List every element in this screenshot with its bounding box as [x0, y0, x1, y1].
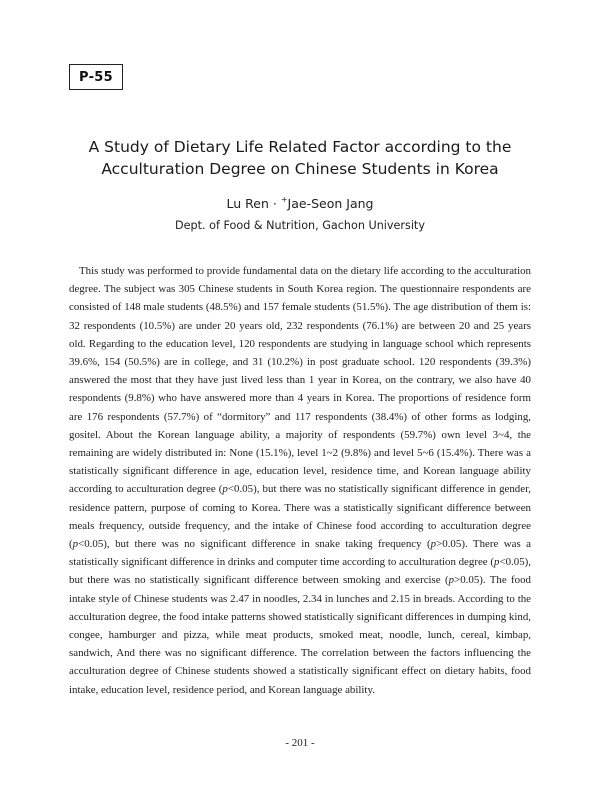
abstract-text-segment: >0.05). There was a statistically significant difference in drinks and computer time according to acculturation degree ( [69, 538, 531, 569]
abstract-body [69, 262, 531, 699]
abstract-text-segment: <0.05), but there was no statistically significant difference between smoking and exercise ( [69, 556, 532, 587]
poster-id-badge: P-55 [69, 64, 123, 90]
p-value-symbol: p [430, 538, 437, 551]
title-line-1: A Study of Dietary Life Related Factor according to the [88, 138, 512, 156]
abstract-text-segment: <0.05), but there was no significant difference in snake taking frequency ( [78, 538, 431, 551]
p-value-symbol: p [222, 483, 228, 496]
author-name-1: Lu Ren [226, 196, 269, 212]
corresponding-author-mark: + [280, 195, 288, 204]
page-number: - 201 - [285, 737, 315, 749]
p-value-symbol: p [448, 574, 455, 587]
title-line-2: Acculturation Degree on Chinese Students in Korea [101, 160, 499, 178]
affiliation: Dept. of Food & Nutrition, Gachon University [175, 219, 425, 232]
author-separator: · [268, 196, 281, 212]
p-value-symbol: p [72, 538, 79, 551]
abstract-text-segment: This study was performed to provide fundamental data on the dietary life according to the acculturation degree. The subject was 305 Chinese students in South Korea region. The questionnaire respondents are consisted of 148 male students (48.5%) and 157 female students (51.5%). The age distribution of them is: 32 respondents (10.5%) are under 20 years old, 232 respondents (76.1%) are between 20 and 25 years old. Regarding to the education level, 120 respondents are studying in language school which represents 39.6%, 154 (50.5%) are in college, and 31 (10.2%) in post graduate school. 120 respondents (39.3%) answered the most that they have just lived less than 1 year in Korea, on the contrary, we also have 40 respondents (9.8%) who have answered more than 4 years in Korea. The proportions of residence form are 176 respondents (57.7%) of “dormitory” and 117 respondents (38.4%) of other forms as lodging, gositel. About the Korean language ability, a majority of respondents (59.7%) own level 3~4, the remaining are widely distributed in: None (15.1%), level 1~2 (9.8%) and level 5~6 (15.4%). There was a statistically significant difference in age, education level, residence time, and Korean language ability according to acculturation degree ( [69, 265, 531, 496]
author-line [0, 196, 600, 211]
p-value-symbol: p [494, 556, 500, 569]
abstract-text-segment: >0.05). The food intake style of Chinese students was 2.47 in noodles, 2.34 in lunches and 2.15 in breads. According to the acculturation degree, the food intake patterns showed statistically significant differences in dumping kind, congee, hamburger and pizza, while meat products, smoked meat, noodle, lunch, cereal, kimbap, sandwich, And there was no significant difference. The correlation between the factors influencing the acculturation degree of Chinese students showed a statistically significant effect on dietary habits, food intake, education level, residence period, and Korean language ability. [69, 574, 531, 696]
author-name-2: Jae-Seon Jang [287, 196, 374, 212]
abstract-text-segment: <0.05), but there was no statistically significant difference in gender, residence pattern, purpose of coming to Korea. There was a statistically significant difference between meals frequency, outside frequency, and the intake of Chinese food according to acculturation degree ( [69, 483, 531, 551]
paper-title [60, 136, 540, 180]
